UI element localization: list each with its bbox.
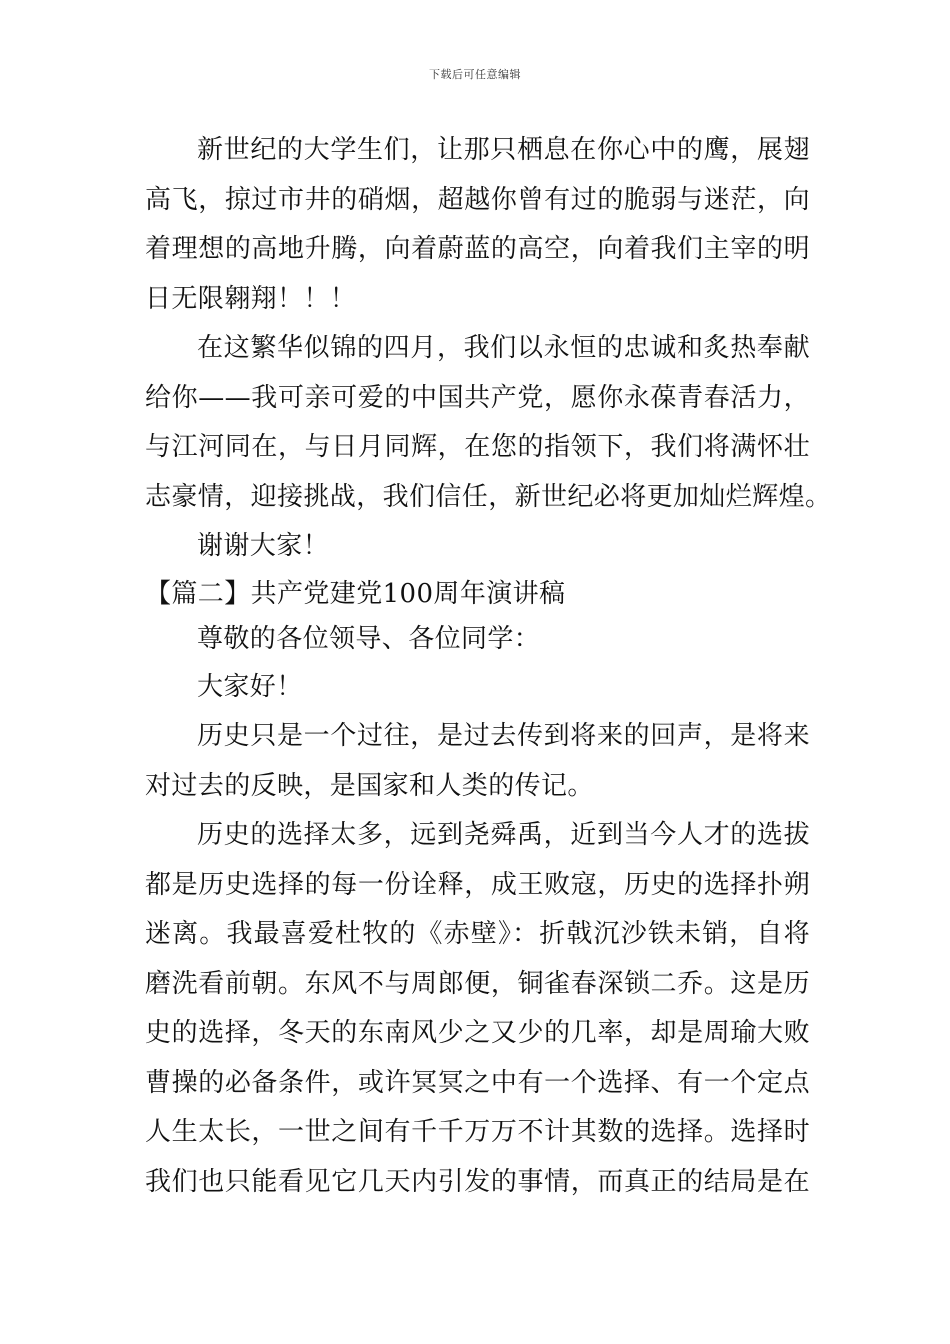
- paragraph-line: 着理想的高地升腾，向着蔚蓝的高空，向着我们主宰的明: [145, 234, 810, 264]
- salutation-line: 尊敬的各位领导、各位同学：: [197, 624, 541, 654]
- paragraph-line: 历史只是一个过往，是过去传到将来的回声，是将来: [197, 721, 810, 751]
- section-heading: 【篇二】共产党建党100周年演讲稿: [145, 578, 566, 609]
- paragraph-line: 曹操的必备条件，或许冥冥之中有一个选择、有一个定点: [145, 1067, 810, 1098]
- document-body: [145, 126, 832, 1207]
- paragraph-line: 迷离。我最喜爱杜牧的《赤壁》：折戟沉沙铁未销，自将: [145, 919, 810, 949]
- page-header: 下载后可任意编辑: [429, 68, 521, 81]
- paragraph-line: 我们也只能看见它几天内引发的事情，而真正的结局是在: [145, 1166, 810, 1197]
- paragraph-line: 给你——我可亲可爱的中国共产党，愿你永葆青春活力，: [145, 382, 810, 413]
- paragraph-line: 在这繁华似锦的四月，我们以永恒的忠诚和炙热奉献: [197, 333, 810, 363]
- greeting-line: 大家好！: [197, 671, 303, 702]
- paragraph-line: 高飞，掠过市井的硝烟，超越你曾有过的脆弱与迷茫，向: [145, 184, 810, 215]
- paragraph-line: 人生太长，一世之间有千千万万不计其数的选择。选择时: [145, 1117, 810, 1147]
- paragraph-line: 志豪情，迎接挑战，我们信任，新世纪必将更加灿烂辉煌。: [145, 481, 832, 512]
- paragraph-line: 史的选择，冬天的东南风少之又少的几率，却是周瑜大败: [145, 1018, 810, 1048]
- paragraph-line: 历史的选择太多，远到尧舜禹，近到当今人才的选拔: [197, 820, 810, 850]
- paragraph-line: 磨洗看前朝。东风不与周郎便，铜雀春深锁二乔。这是历: [145, 968, 810, 999]
- paragraph-line: 与江河同在，与日月同辉，在您的指领下，我们将满怀壮: [145, 432, 810, 462]
- paragraph-line: 日无限翱翔！！！: [145, 283, 357, 314]
- paragraph-line: 谢谢大家！: [197, 531, 330, 561]
- paragraph-line: 新世纪的大学生们，让那只栖息在你心中的鹰，展翅: [197, 135, 810, 165]
- paragraph-line: 都是历史选择的每一份诠释，成王败寇，历史的选择扑朔: [145, 869, 810, 900]
- paragraph-line: 对过去的反映，是国家和人类的传记。: [145, 770, 594, 801]
